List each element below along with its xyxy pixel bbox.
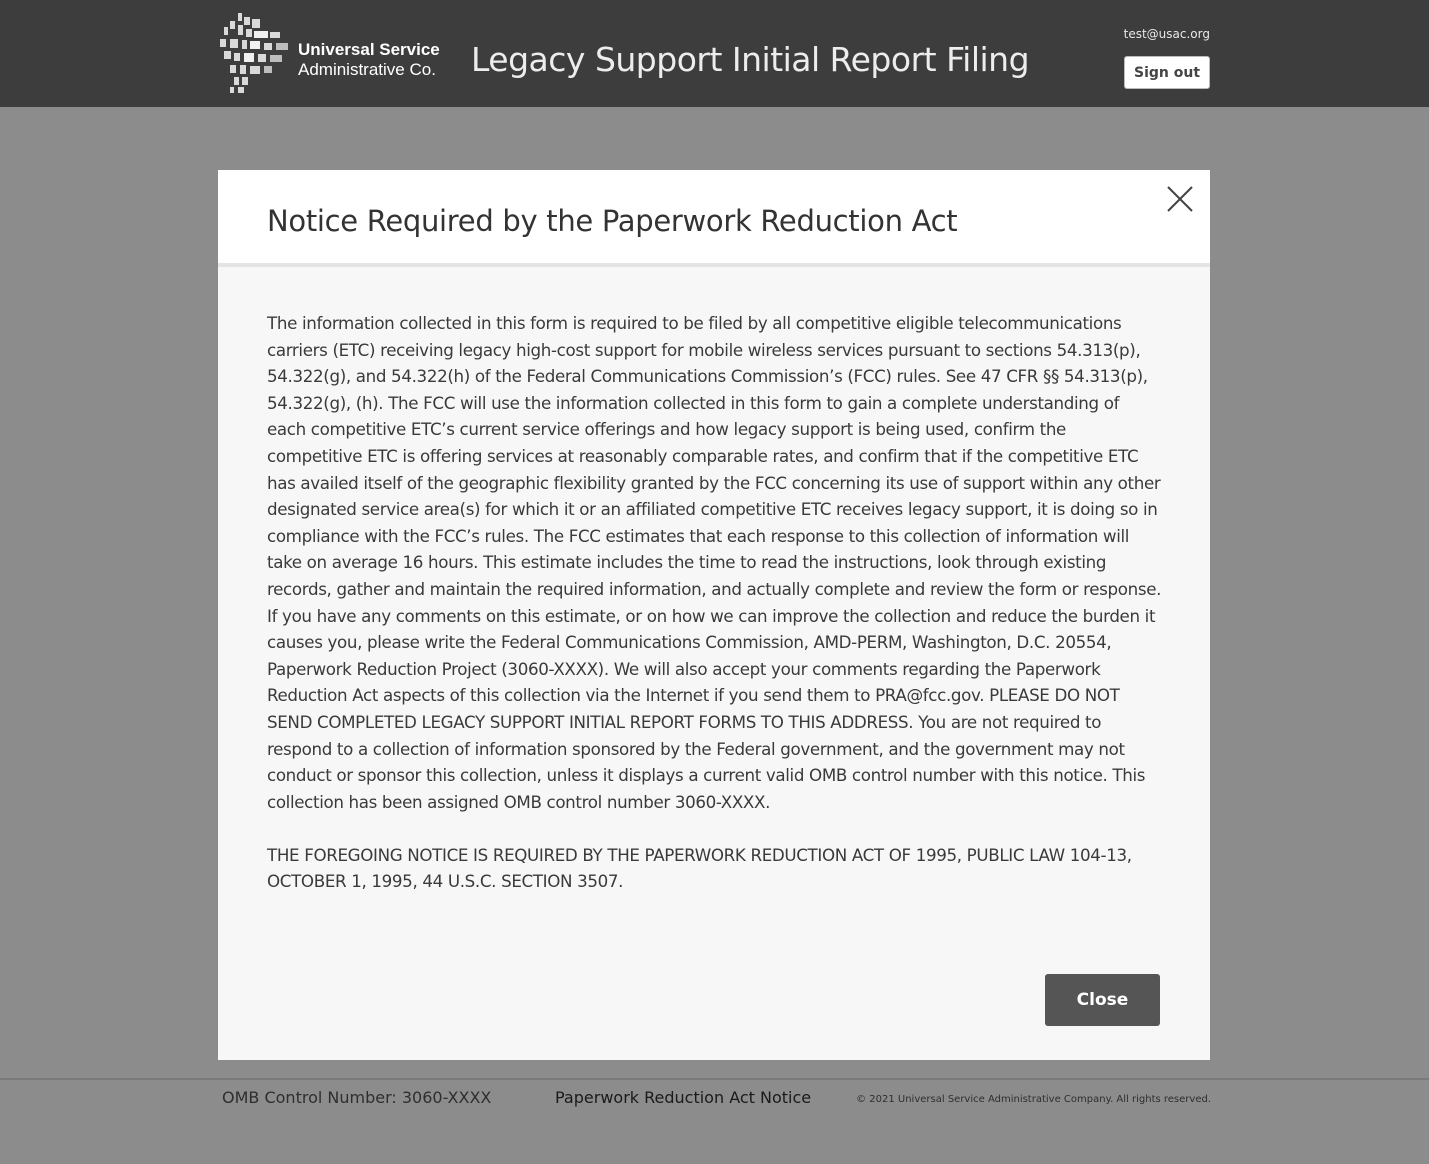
notice-paragraph-2: THE FOREGOING NOTICE IS REQUIRED BY THE PAPERWORK REDUCTION ACT OF 1995, PUBLIC LAW 104-13, OCTOBER 1, 1995, 44 U.S.C. SECTION 3507. [267, 844, 1132, 892]
paperwork-notice-modal [218, 170, 1210, 1060]
footer-divider [0, 1078, 1429, 1080]
footer-omb-number: OMB Control Number: 3060-XXXX [222, 1088, 492, 1107]
close-icon[interactable] [1167, 186, 1193, 212]
usac-logo-icon [220, 13, 290, 93]
user-email: test@usac.org [1123, 27, 1210, 41]
modal-header [218, 170, 1210, 267]
modal-title: Notice Required by the Paperwork Reduction Act [267, 204, 958, 238]
app-header [0, 0, 1429, 107]
app-title: Legacy Support Initial Report Filing [471, 40, 1030, 79]
paperwork-notice-link[interactable]: Paperwork Reduction Act Notice [555, 1088, 812, 1107]
sign-out-button[interactable]: Sign out [1124, 56, 1210, 89]
logo-line-2: Administrative Co. [298, 60, 436, 79]
logo-wordmark [298, 40, 440, 80]
notice-paragraph-1: The information collected in this form is required to be filed by all competitive eligible telecommunications carriers (ETC) receiving legacy high-cost support for mobile wireless services pursuant to sections 54.313(p), 54.322(g), and 54.322(h) of the Federal Communications Commission’s (FCC) rules. See 47 CFR §§ 54.313(p), 54.322(g), (h). The FCC will use the information collected in this form to gain a complete understanding of each competitive ETC’s current service offerings and how legacy support is being used, confirm the competitive ETC is offering services at reasonably comparable rates, and confirm that if the competitive ETC has availed itself of the geographic flexibility granted by the FCC concerning its use of support within any other designated service area(s) for which it or an affiliated competitive ETC receives legacy support, it is doing so in compliance with the FCC’s rules. The FCC estimates that each response to this collection of information will take on average 16 hours. This estimate includes the time to read the instructions, look through existing records, gather and maintain the required information, and actually complete and review the form or response. If you have any comments on this estimate, or on how we can improve the collection and reduce the burden it causes you, please write the Federal Communications Commission, AMD-PERM, Washington, D.C. 20554, Paperwork Reduction Project (3060-XXXX). We will also accept your comments regarding the Paperwork Reduction Act aspects of this collection via the Internet if you send them to PRA@fcc.gov. PLEASE DO NOT SEND COMPLETED LEGACY SUPPORT INITIAL REPORT FORMS TO THIS ADDRESS. You are not required to respond to a collection of information sponsored by the Federal government, and the government may not conduct or sponsor this collection, unless it displays a current valid OMB control number with this notice. This collection has been assigned OMB control number 3060-XXXX. [267, 313, 1162, 812]
modal-body [267, 310, 1162, 922]
logo-line-1: Universal Service [298, 40, 440, 59]
close-button[interactable]: Close [1045, 974, 1160, 1026]
footer-copyright: © 2021 Universal Service Administrative Company. All rights reserved. [856, 1094, 1211, 1105]
